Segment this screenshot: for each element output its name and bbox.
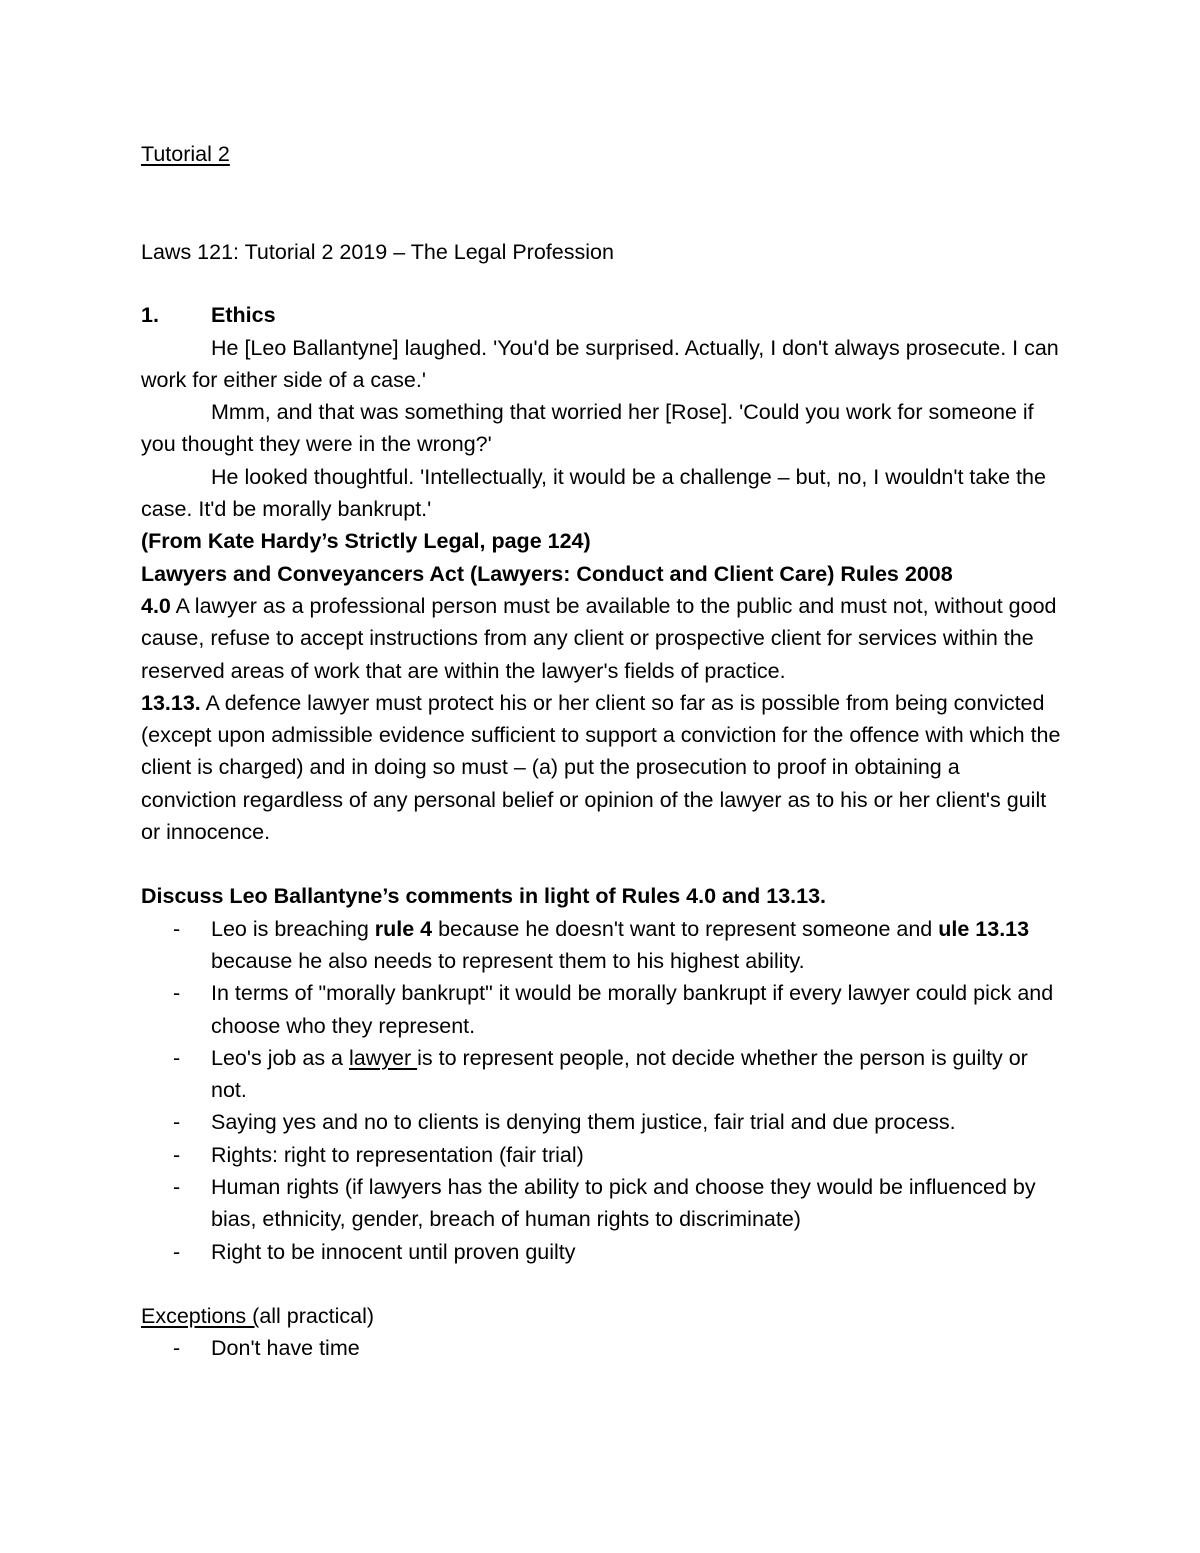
exceptions-heading-rest: all practical) — [259, 1303, 375, 1328]
spacer — [141, 848, 1061, 880]
rule-text: A defence lawyer must protect his or her client so far as is possible from being convicted (except upon admissible evidence sufficient to support a conviction for the offence with which the client is charged) and in doing so must – (a) put the prosecution to proof in obtaining a conviction regardless of any personal belief or opinion of the lawyer as to his or her client's guilt or innocence. — [141, 690, 1061, 845]
excerpt-paragraph: He looked thoughtful. 'Intellectually, it would be a challenge – but, no, I wouldn't take the case. It'd be morally bankrupt.' — [141, 464, 1046, 522]
discussion-question: Discuss Leo Ballantyne’s comments in light of Rules 4.0 and 13.13. — [141, 884, 827, 909]
list-item — [141, 1332, 1061, 1364]
document-subtitle: Laws 121: Tutorial 2 2019 – The Legal Profession — [141, 240, 614, 264]
exceptions-heading — [141, 1300, 1061, 1332]
document-page — [141, 138, 1061, 1365]
list-item — [141, 977, 1061, 1042]
section-title: Ethics — [211, 303, 276, 328]
list-item — [141, 1139, 1061, 1171]
excerpt-paragraph: He [Leo Ballantyne] laughed. 'You'd be surprised. Actually, I don't always prosecute. I can work for either side of a case.' — [141, 335, 1059, 392]
dash-bullet: - — [173, 1175, 181, 1200]
dash-bullet: - — [173, 1239, 181, 1264]
list-item — [141, 1236, 1061, 1268]
list-item — [141, 1106, 1061, 1138]
spacer — [141, 170, 1061, 236]
answer-list — [141, 913, 1061, 1268]
list-item — [141, 1042, 1061, 1107]
excerpt-paragraph: Mmm, and that was something that worried her [Rose]. 'Could you work for someone if you thought they were in the wrong?' — [141, 400, 1034, 457]
section-heading — [141, 299, 1061, 331]
spacer — [141, 1268, 1061, 1300]
item-text: is to represent people, not decide whether the person is guilty or not. — [211, 1045, 1028, 1103]
list-item — [141, 913, 1061, 978]
item-text: Saying yes and no to clients is denying them justice, fair trial and due process. — [211, 1110, 956, 1135]
item-text: Human rights (if lawyers has the ability to pick and choose they would be influenced by bias, ethnicity, gender, breach of human rights to discriminate) — [211, 1175, 1036, 1232]
dash-bullet: - — [173, 981, 181, 1006]
rule-number: 13.13. — [141, 690, 201, 715]
item-text: Right to be innocent until proven guilty — [211, 1239, 576, 1264]
dash-bullet: - — [173, 1142, 181, 1167]
section-number: 1. — [141, 303, 159, 328]
list-item — [141, 1171, 1061, 1236]
exceptions-heading-underlined: Exceptions ( — [141, 1303, 260, 1328]
item-underlined-text: lawyer — [348, 1045, 418, 1070]
spacer — [141, 268, 1061, 299]
item-text: Don't have time — [211, 1336, 360, 1361]
exceptions-list — [141, 1332, 1061, 1364]
item-text: Leo's job as a — [211, 1045, 349, 1070]
item-text: because he doesn't want to represent someone and — [432, 916, 939, 941]
dash-bullet: - — [173, 1336, 181, 1361]
dash-bullet: - — [173, 916, 181, 941]
dash-bullet: - — [173, 1110, 181, 1135]
rule-13-13-paragraph — [141, 687, 1061, 848]
item-bold-text: ule 13.13 — [938, 916, 1030, 941]
rule-text: A lawyer as a professional person must be available to the public and must not, without good cause, refuse to accept instructions from any client or prospective client for services within the reserved areas of work that are within the lawyer's fields of practice. — [141, 593, 1057, 683]
dash-bullet: - — [173, 1045, 181, 1070]
document-title: Tutorial 2 — [141, 142, 230, 166]
item-text: Leo is breaching — [211, 916, 375, 941]
item-text: Rights: right to representation (fair trial) — [211, 1142, 584, 1167]
item-text: because he also needs to represent them to his highest ability. — [211, 948, 805, 973]
excerpt-source: (From Kate Hardy’s Strictly Legal, page 124) — [141, 529, 591, 554]
item-text: In terms of "morally bankrupt" it would be morally bankrupt if every lawyer could pick and choose who they represent. — [211, 981, 1054, 1038]
item-bold-text: rule 4 — [374, 916, 433, 941]
rules-act-title: Lawyers and Conveyancers Act (Lawyers: Conduct and Client Care) Rules 2008 — [141, 561, 953, 586]
rule-number: 4.0 — [141, 593, 171, 618]
rule-4-paragraph — [141, 590, 1061, 687]
